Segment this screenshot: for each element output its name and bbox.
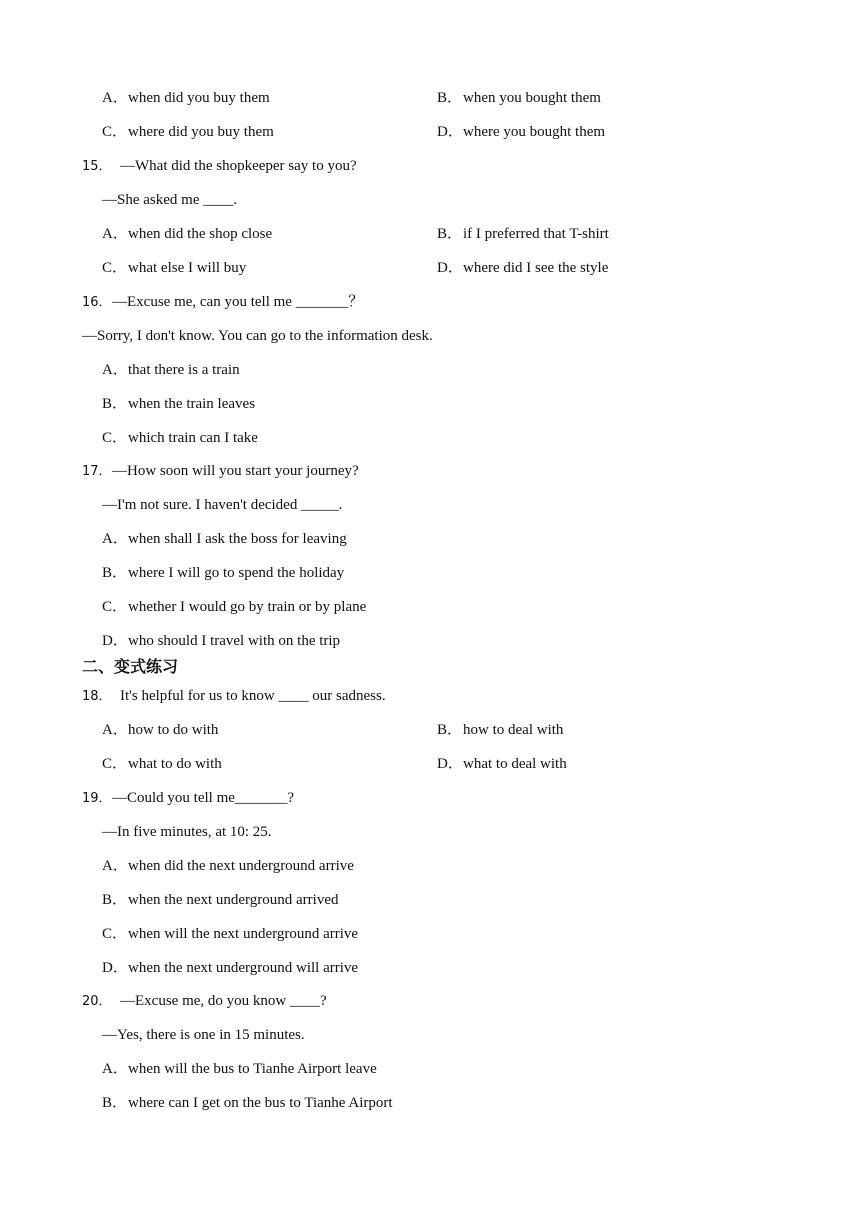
q17-answer-line: —I'm not sure. I haven't decided _____. bbox=[102, 497, 343, 513]
option-text: which train can I take bbox=[128, 430, 258, 446]
option-letter: A． bbox=[102, 722, 128, 738]
q17-option-d bbox=[102, 631, 340, 651]
option-letter: B． bbox=[437, 722, 463, 738]
q19-option-d bbox=[102, 958, 358, 978]
question-text: —What did the shopkeeper say to you? bbox=[120, 158, 357, 174]
q16-option-c bbox=[102, 428, 258, 448]
section-heading: 二、变式练习 bbox=[82, 657, 179, 676]
option-text: what to deal with bbox=[463, 756, 567, 772]
question-number: 16． bbox=[82, 295, 112, 310]
question-text: It's helpful for us to know ____ our sadness. bbox=[120, 688, 386, 704]
q16-answer-line: —Sorry, I don't know. You can go to the information desk. bbox=[82, 328, 433, 344]
option-letter: B． bbox=[102, 1095, 128, 1111]
option-text: if I preferred that T-shirt bbox=[463, 226, 609, 242]
q19-option-a bbox=[102, 856, 354, 876]
option-letter: B． bbox=[102, 565, 128, 581]
q20-option-a bbox=[102, 1059, 377, 1079]
option-text: where I will go to spend the holiday bbox=[128, 565, 345, 581]
option-text: how to do with bbox=[128, 722, 219, 738]
q19-stem bbox=[82, 788, 294, 809]
option-letter: D． bbox=[437, 756, 463, 772]
option-text: what to do with bbox=[128, 756, 222, 772]
option-letter: A． bbox=[102, 858, 128, 874]
option-text: how to deal with bbox=[463, 722, 564, 738]
q18-option-a bbox=[102, 720, 218, 740]
option-text: when shall I ask the boss for leaving bbox=[128, 531, 347, 547]
option-letter: D． bbox=[437, 124, 463, 140]
q17-option-b bbox=[102, 563, 344, 583]
q15-option-b bbox=[437, 224, 609, 244]
q17-stem bbox=[82, 461, 359, 482]
option-text: when the next underground arrived bbox=[128, 892, 339, 908]
q14-option-a bbox=[102, 88, 270, 108]
option-letter: B． bbox=[437, 90, 463, 106]
option-text: when will the next underground arrive bbox=[128, 926, 359, 942]
question-number: 19． bbox=[82, 791, 112, 806]
option-letter: A． bbox=[102, 531, 128, 547]
option-text: when you bought them bbox=[463, 90, 601, 106]
option-text: what else I will buy bbox=[128, 260, 247, 276]
q16-option-a bbox=[102, 360, 240, 380]
q14-option-d bbox=[437, 122, 605, 142]
option-text: who should I travel with on the trip bbox=[128, 633, 341, 649]
option-text: when the next underground will arrive bbox=[128, 960, 359, 976]
question-number: 15． bbox=[82, 159, 112, 174]
option-letter: C． bbox=[102, 124, 128, 140]
option-letter: C． bbox=[102, 260, 128, 276]
option-letter: B． bbox=[102, 396, 128, 412]
question-number: 17． bbox=[82, 464, 112, 479]
option-letter: B． bbox=[437, 226, 463, 242]
q20-option-b bbox=[102, 1093, 393, 1113]
question-number: 20． bbox=[82, 994, 112, 1009]
question-text: —How soon will you start your journey? bbox=[112, 463, 359, 479]
q15-option-d bbox=[437, 258, 608, 278]
option-letter: A． bbox=[102, 1061, 128, 1077]
q18-stem bbox=[82, 686, 386, 707]
option-text: when did you buy them bbox=[128, 90, 270, 106]
q18-option-b bbox=[437, 720, 563, 740]
q14-option-c bbox=[102, 122, 274, 142]
option-text: whether I would go by train or by plane bbox=[128, 599, 367, 615]
option-letter: A． bbox=[102, 226, 128, 242]
question-number: 18． bbox=[82, 689, 112, 704]
option-letter: C． bbox=[102, 756, 128, 772]
option-letter: D． bbox=[102, 960, 128, 976]
question-text: —Could you tell me_______? bbox=[112, 790, 295, 806]
option-letter: C． bbox=[102, 599, 128, 615]
q16-option-b bbox=[102, 394, 255, 414]
option-text: when did the next underground arrive bbox=[128, 858, 354, 874]
option-text: when did the shop close bbox=[128, 226, 273, 242]
option-letter: B． bbox=[102, 892, 128, 908]
option-letter: D． bbox=[102, 633, 128, 649]
option-text: that there is a train bbox=[128, 362, 240, 378]
q15-option-c bbox=[102, 258, 246, 278]
q18-option-d bbox=[437, 754, 567, 774]
q19-answer-line: —In five minutes, at 10: 25. bbox=[102, 824, 272, 840]
question-text: —Excuse me, can you tell me _______？ bbox=[112, 294, 364, 310]
option-letter: A． bbox=[102, 362, 128, 378]
option-text: where did I see the style bbox=[463, 260, 609, 276]
q15-answer-line: —She asked me ____. bbox=[102, 192, 237, 208]
question-text: —Excuse me, do you know ____? bbox=[120, 993, 327, 1009]
q16-stem bbox=[82, 292, 363, 313]
option-letter: C． bbox=[102, 430, 128, 446]
q17-option-c bbox=[102, 597, 366, 617]
q17-option-a bbox=[102, 529, 347, 549]
option-letter: C． bbox=[102, 926, 128, 942]
option-text: where you bought them bbox=[463, 124, 606, 140]
q20-stem bbox=[82, 991, 327, 1012]
q19-option-b bbox=[102, 890, 339, 910]
q20-answer-line: —Yes, there is one in 15 minutes. bbox=[102, 1027, 305, 1043]
option-letter: A． bbox=[102, 90, 128, 106]
option-text: when the train leaves bbox=[128, 396, 256, 412]
q14-option-b bbox=[437, 88, 601, 108]
option-text: where can I get on the bus to Tianhe Airport bbox=[128, 1095, 393, 1111]
q18-option-c bbox=[102, 754, 222, 774]
option-text: where did you buy them bbox=[128, 124, 274, 140]
option-text: when will the bus to Tianhe Airport leave bbox=[128, 1061, 377, 1077]
q19-option-c bbox=[102, 924, 358, 944]
option-letter: D． bbox=[437, 260, 463, 276]
q15-stem bbox=[82, 156, 357, 177]
q15-option-a bbox=[102, 224, 272, 244]
